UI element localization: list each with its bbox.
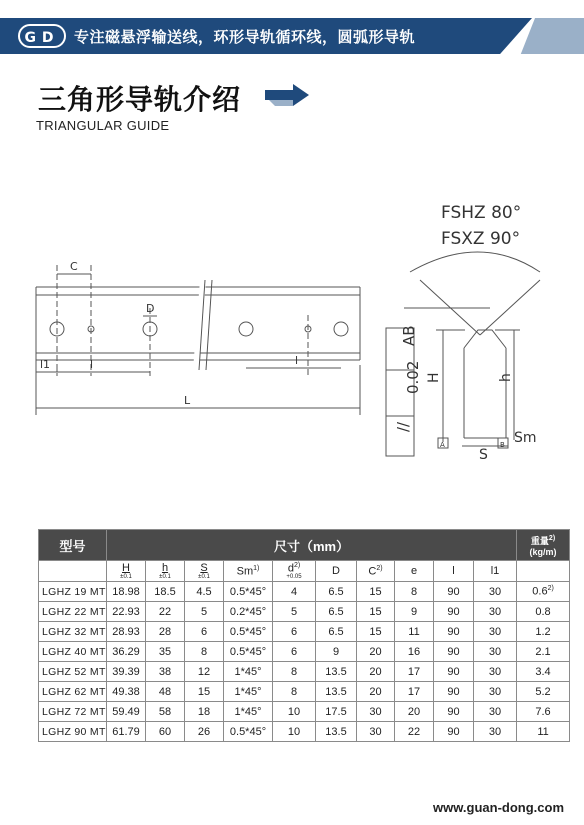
- value-cell: 0.5*45°: [224, 642, 273, 662]
- value-cell: 6: [273, 642, 316, 662]
- dim-l2-label: l: [295, 354, 299, 367]
- arrow-right-icon: [263, 84, 311, 106]
- section-title: 三角形导轨介绍: [38, 83, 242, 116]
- weight-footnote: 2): [547, 585, 554, 593]
- value-cell: 30: [474, 702, 517, 722]
- value-cell: 8: [273, 682, 316, 702]
- column-header-blank: [39, 561, 107, 582]
- dim-l1-label: l1: [40, 358, 51, 371]
- value-cell: 30: [357, 722, 395, 742]
- column-footnote: 2): [293, 561, 301, 569]
- value-cell: 30: [474, 642, 517, 662]
- website-footer: www.guan-dong.com: [433, 800, 564, 815]
- column-header-5: [316, 561, 357, 582]
- value-cell: 30: [474, 662, 517, 682]
- value-cell: 28: [146, 622, 185, 642]
- value-cell: 1.2: [517, 622, 570, 642]
- value-cell: 60: [146, 722, 185, 742]
- value-cell: 15: [357, 622, 395, 642]
- value-cell: 30: [474, 602, 517, 622]
- header-model: 型号: [39, 530, 107, 561]
- value-cell: 8: [185, 642, 224, 662]
- value-cell: 1*45°: [224, 662, 273, 682]
- value-cell: 22.93: [107, 602, 146, 622]
- value-cell: 0.5*45°: [224, 582, 273, 602]
- dim-L-label: L: [184, 394, 191, 407]
- value-cell: 0.2*45°: [224, 602, 273, 622]
- header-weight-unit: (kg/m): [529, 546, 557, 557]
- value-cell: 90: [434, 642, 474, 662]
- top-banner: [0, 0, 584, 64]
- value-cell: 6.5: [316, 602, 357, 622]
- value-cell: 15: [185, 682, 224, 702]
- model-cell: LGHZ 72 MT: [39, 702, 107, 722]
- value-cell: 90: [434, 662, 474, 682]
- dim-c-label: C: [70, 260, 78, 273]
- section-subtitle: TRIANGULAR GUIDE: [36, 118, 170, 133]
- value-cell: 90: [434, 682, 474, 702]
- value-cell: 13.5: [316, 662, 357, 682]
- spec-table-body: [39, 582, 570, 742]
- column-header-0: [107, 561, 146, 582]
- technical-drawing: [0, 170, 584, 500]
- column-label: S: [200, 562, 208, 574]
- value-cell: 20: [357, 642, 395, 662]
- column-label: C: [368, 565, 377, 578]
- table-row: [39, 722, 570, 742]
- column-header-7: [395, 561, 434, 582]
- value-cell: 90: [434, 702, 474, 722]
- value-cell: 6: [273, 622, 316, 642]
- table-row: [39, 602, 570, 622]
- model-cell: LGHZ 32 MT: [39, 622, 107, 642]
- table-row: [39, 642, 570, 662]
- value-cell: 18.5: [146, 582, 185, 602]
- table-row: [39, 582, 570, 602]
- banner-slogan: 专注磁悬浮输送线，环形导轨循环线，圆弧形导轨: [74, 28, 416, 46]
- value-cell: 49.38: [107, 682, 146, 702]
- value-cell: 4.5: [185, 582, 224, 602]
- value-cell: 1*45°: [224, 682, 273, 702]
- value-cell: 12: [185, 662, 224, 682]
- column-tolerance: ±0.1: [159, 574, 171, 580]
- value-cell: 6.5: [316, 582, 357, 602]
- column-label: e: [410, 565, 418, 577]
- value-cell: 9: [395, 602, 434, 622]
- value-cell: 61.79: [107, 722, 146, 742]
- value-cell: 17.5: [316, 702, 357, 722]
- value-cell: 3.4: [517, 662, 570, 682]
- dim-d-label: D: [146, 302, 155, 315]
- column-header-4: [273, 561, 316, 582]
- angle-label-2: FSXZ 90°: [441, 229, 521, 249]
- value-cell: 16: [395, 642, 434, 662]
- value-cell: 30: [474, 622, 517, 642]
- value-cell: 30: [474, 682, 517, 702]
- value-cell: 90: [434, 582, 474, 602]
- model-cell: LGHZ 19 MT: [39, 582, 107, 602]
- value-cell: 90: [434, 602, 474, 622]
- value-cell: 5.2: [517, 682, 570, 702]
- value-cell: 13.5: [316, 682, 357, 702]
- column-tolerance: ±0.1: [198, 574, 210, 580]
- value-cell: 35: [146, 642, 185, 662]
- value-cell: 36.29: [107, 642, 146, 662]
- tolerance-value: 0.02: [404, 360, 422, 394]
- model-cell: LGHZ 62 MT: [39, 682, 107, 702]
- value-cell: 2.1: [517, 642, 570, 662]
- column-header-6: [357, 561, 395, 582]
- table-row: [39, 682, 570, 702]
- value-cell: 11: [395, 622, 434, 642]
- column-footnote: 2): [376, 564, 383, 572]
- value-cell: 28.93: [107, 622, 146, 642]
- model-cell: LGHZ 90 MT: [39, 722, 107, 742]
- value-cell: 1*45°: [224, 702, 273, 722]
- value-cell: 20: [395, 702, 434, 722]
- column-label: Sm: [236, 565, 254, 578]
- table-row: [39, 702, 570, 722]
- value-cell: 10: [273, 722, 316, 742]
- value-cell: 6: [185, 622, 224, 642]
- value-cell: 30: [474, 722, 517, 742]
- column-header-2: [185, 561, 224, 582]
- value-cell: 15: [357, 582, 395, 602]
- value-cell: 22: [395, 722, 434, 742]
- value-cell: 58: [146, 702, 185, 722]
- value-cell: 5: [273, 602, 316, 622]
- column-header-8: [434, 561, 474, 582]
- header-weight: [517, 530, 570, 561]
- column-header-weight: [517, 561, 570, 582]
- spec-table-container: [38, 529, 569, 742]
- value-cell: 20: [357, 682, 395, 702]
- value-cell: 90: [434, 622, 474, 642]
- value-cell: 30: [357, 702, 395, 722]
- value-cell: 0.8: [517, 602, 570, 622]
- model-cell: LGHZ 52 MT: [39, 662, 107, 682]
- tolerance-reference: AB: [400, 325, 418, 346]
- dim-l-label: l: [90, 358, 94, 371]
- table-row: [39, 662, 570, 682]
- model-cell: LGHZ 22 MT: [39, 602, 107, 622]
- dim-H-label: H: [426, 372, 442, 383]
- value-cell: 5: [185, 602, 224, 622]
- company-logo: GD: [18, 24, 66, 48]
- header-weight-note: 2): [548, 534, 556, 542]
- table-row: [39, 622, 570, 642]
- angle-label-1: FSHZ 80°: [441, 203, 522, 223]
- value-cell: 18: [185, 702, 224, 722]
- tolerance-symbol: //: [394, 421, 412, 432]
- value-cell: 20: [357, 662, 395, 682]
- dim-S-label: S: [479, 447, 488, 463]
- column-label: H: [122, 562, 130, 574]
- column-label: d: [287, 562, 294, 575]
- value-cell: 0.5*45°: [224, 722, 273, 742]
- ref-a-label: A: [440, 441, 445, 449]
- column-header-row: [39, 561, 570, 582]
- value-cell: 38: [146, 662, 185, 682]
- value-cell: 0.5*45°: [224, 622, 273, 642]
- value-cell: 13.5: [316, 722, 357, 742]
- column-label: l: [452, 565, 455, 577]
- column-header-1: [146, 561, 185, 582]
- column-header-3: [224, 561, 273, 582]
- value-cell: 17: [395, 682, 434, 702]
- value-cell: 11: [517, 722, 570, 742]
- value-cell: 8: [395, 582, 434, 602]
- value-cell: 30: [474, 582, 517, 602]
- dim-Sm-label: Sm: [514, 430, 537, 446]
- header-dimensions: 尺寸（mm）: [107, 530, 517, 561]
- value-cell: 39.39: [107, 662, 146, 682]
- value-cell: 4: [273, 582, 316, 602]
- dim-h-label: h: [498, 373, 514, 382]
- value-cell: 48: [146, 682, 185, 702]
- model-cell: LGHZ 40 MT: [39, 642, 107, 662]
- column-tolerance: ±0.1: [120, 574, 132, 580]
- value-cell: 90: [434, 722, 474, 742]
- column-footnote: 1): [253, 564, 260, 572]
- value-cell: 17: [395, 662, 434, 682]
- value-cell: 8: [273, 662, 316, 682]
- column-label: D: [332, 565, 340, 577]
- ref-b-label: B: [500, 441, 505, 449]
- value-cell: 18.98: [107, 582, 146, 602]
- value-cell: 7.6: [517, 702, 570, 722]
- header-weight-label: 重量: [530, 535, 549, 546]
- column-label: l1: [490, 565, 500, 577]
- column-tolerance: +0.05: [286, 574, 302, 581]
- value-cell: 0.6$^{2)}$: [517, 582, 570, 602]
- column-label: h: [161, 562, 169, 574]
- value-cell: 26: [185, 722, 224, 742]
- value-cell: 22: [146, 602, 185, 622]
- column-header-9: [474, 561, 517, 582]
- value-cell: 15: [357, 602, 395, 622]
- value-cell: 59.49: [107, 702, 146, 722]
- value-cell: 9: [316, 642, 357, 662]
- value-cell: 6.5: [316, 622, 357, 642]
- spec-table: [38, 529, 570, 742]
- value-cell: 10: [273, 702, 316, 722]
